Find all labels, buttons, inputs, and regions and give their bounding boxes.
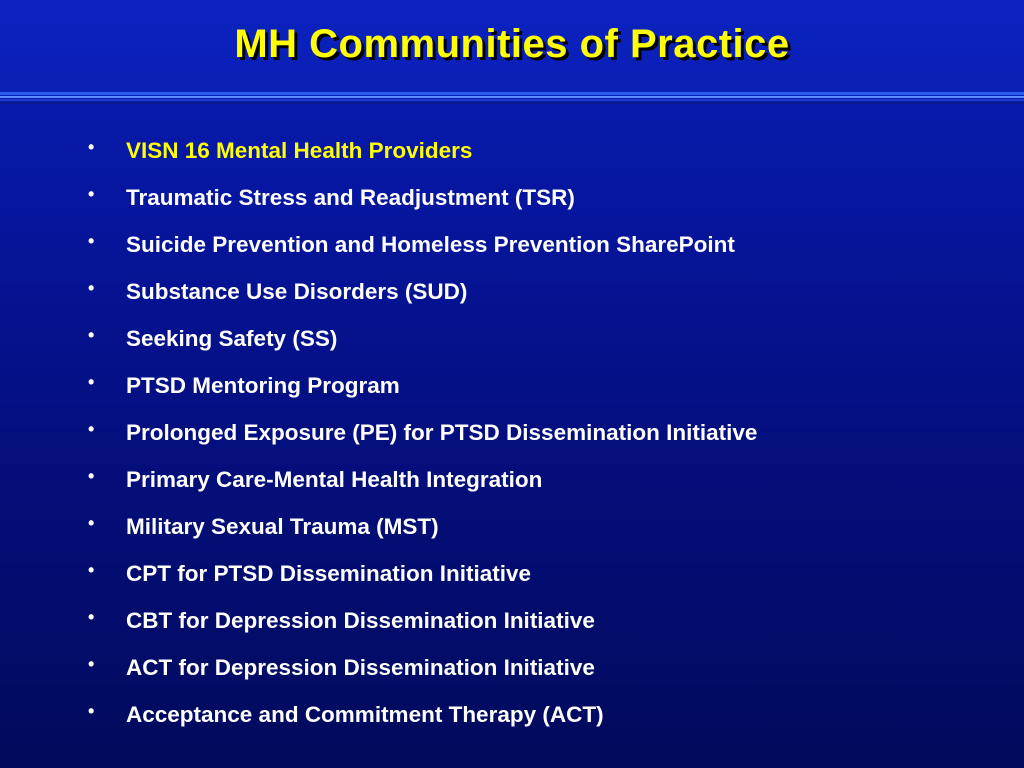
bullet-list	[0, 134, 1024, 745]
bullet-text: Substance Use Disorders (SUD)	[126, 279, 468, 304]
bullet-item	[0, 228, 1024, 275]
bullet-icon: •	[88, 654, 95, 674]
bullet-text: Acceptance and Commitment Therapy (ACT)	[126, 702, 604, 727]
bullet-text: CBT for Depression Dissemination Initiative	[126, 608, 595, 633]
bullet-icon: •	[88, 607, 95, 627]
bullet-icon: •	[88, 137, 95, 157]
bullet-item	[0, 510, 1024, 557]
divider-line	[0, 96, 1024, 98]
bullet-icon: •	[88, 184, 95, 204]
divider-line	[0, 92, 1024, 95]
bullet-text: Traumatic Stress and Readjustment (TSR)	[126, 185, 575, 210]
bullet-icon: •	[88, 513, 95, 533]
slide-title: MH Communities of Practice	[234, 22, 790, 66]
bullet-icon: •	[88, 701, 95, 721]
bullet-icon: •	[88, 372, 95, 392]
bullet-item	[0, 275, 1024, 322]
bullet-text: VISN 16 Mental Health Providers	[126, 138, 473, 163]
bullet-text: ACT for Depression Dissemination Initiative	[126, 655, 595, 680]
bullet-icon: •	[88, 419, 95, 439]
bullet-text: Primary Care-Mental Health Integration	[126, 467, 543, 492]
bullet-item	[0, 604, 1024, 651]
bullet-item	[0, 698, 1024, 745]
bullet-text: Prolonged Exposure (PE) for PTSD Dissemination Initiative	[126, 420, 758, 445]
bullet-item	[0, 322, 1024, 369]
bullet-item	[0, 369, 1024, 416]
divider-line	[0, 99, 1024, 101]
divider-line	[0, 102, 1024, 104]
bullet-item	[0, 134, 1024, 181]
bullet-item	[0, 416, 1024, 463]
bullet-item	[0, 181, 1024, 228]
bullet-item	[0, 651, 1024, 698]
bullet-icon: •	[88, 466, 95, 486]
bullet-icon: •	[88, 560, 95, 580]
bullet-icon: •	[88, 325, 95, 345]
bullet-icon: •	[88, 278, 95, 298]
bullet-text: Military Sexual Trauma (MST)	[126, 514, 439, 539]
title-divider	[0, 92, 1024, 104]
bullet-item	[0, 463, 1024, 510]
bullet-icon: •	[88, 231, 95, 251]
bullet-item	[0, 557, 1024, 604]
bullet-text: Seeking Safety (SS)	[126, 326, 338, 351]
bullet-text: Suicide Prevention and Homeless Prevention SharePoint	[126, 232, 735, 257]
bullet-text: PTSD Mentoring Program	[126, 373, 400, 398]
bullet-text: CPT for PTSD Dissemination Initiative	[126, 561, 532, 586]
